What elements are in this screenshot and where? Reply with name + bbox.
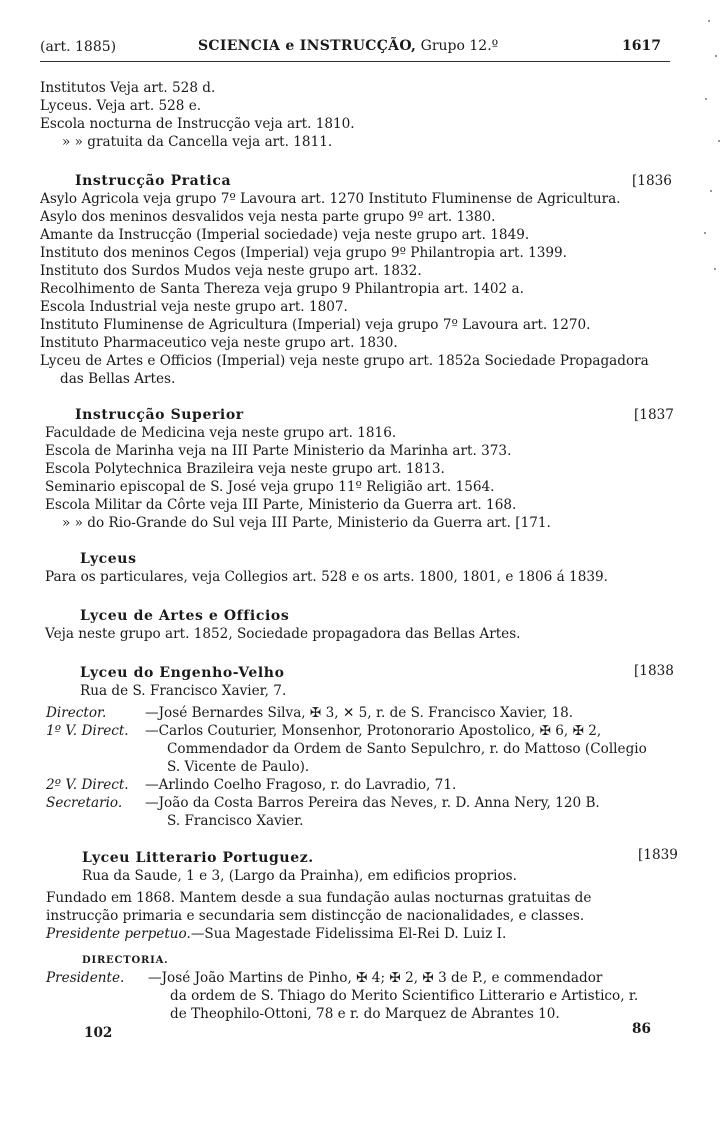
header-group: Grupo 12.º — [420, 38, 499, 54]
header-title-text: SCIENCIA e INSTRUCÇÃO, — [198, 38, 417, 54]
header-article-ref: (art. 1885) — [40, 39, 117, 55]
staff-role: Director. — [46, 705, 107, 721]
header-rule — [40, 61, 670, 62]
portuguez-para-line: instrucção primaria e secundaria sem distincção de nacionalidades, e classes. — [46, 908, 585, 924]
superior-line: Faculdade de Medicina veja neste grupo art. 1816. — [45, 425, 397, 441]
staff-role: 2º V. Direct. — [46, 777, 129, 793]
staff-role: Secretario. — [46, 795, 123, 811]
intro-line: Lyceus. Veja art. 528 e. — [40, 98, 202, 114]
section-ref-superior: [1837 — [634, 407, 674, 423]
section-title-portuguez: Lyceu Litterario Portuguez. — [82, 850, 314, 866]
presidente-perpetuo — [46, 925, 506, 943]
section-title-pratica: Instrucção Pratica — [75, 173, 232, 189]
lyceu-artes-line: Veja neste grupo art. 1852, Sociedade propagadora das Bellas Artes. — [45, 626, 521, 642]
staff-role: 1º V. Direct. — [46, 723, 129, 739]
superior-line: Escola Polytechnica Brazileira veja neste grupo art. 1813. — [45, 461, 445, 477]
pratica-line: Amante da Instrucção (Imperial sociedade) veja neste grupo art. 1849. — [40, 227, 530, 243]
pratica-line: Instituto Pharmaceutico veja neste grupo art. 1830. — [40, 335, 398, 351]
portuguez-para-line: Fundado em 1868. Mantem desde a sua fundação aulas nocturnas gratuitas de — [46, 890, 592, 906]
staff-text: —João da Costa Barros Pereira das Neves, r. D. Anna Nery, 120 B. — [145, 795, 600, 811]
section-title-lyceu-artes: Lyceu de Artes e Officios — [80, 608, 290, 624]
staff-text: S. Francisco Xavier. — [167, 813, 304, 829]
staff-text: da ordem de S. Thiago do Merito Scientifico Litterario e Artistico, r. — [170, 988, 639, 1004]
pratica-line: Instituto Fluminense de Agricultura (Imperial) veja grupo 7º Lavoura art. 1270. — [40, 317, 591, 333]
section-title-lyceus: Lyceus — [80, 551, 137, 567]
pratica-line: Escola Industrial veja neste grupo art. 1807. — [40, 299, 348, 315]
header-page-number: 1617 — [622, 38, 661, 54]
superior-line: Seminario episcopal de S. José veja grupo 11º Religião art. 1564. — [45, 479, 495, 495]
pratica-line: Asylo Agricola veja grupo 7º Lavoura art. 1270 Instituto Fluminense de Agricultura. — [40, 191, 621, 207]
superior-line: Escola de Marinha veja na III Parte Ministerio da Marinha art. 373. — [45, 443, 512, 459]
pratica-line: Asylo dos meninos desvalidos veja nesta parte grupo 9º art. 1380. — [40, 209, 496, 225]
intro-line: Institutos Veja art. 528 d. — [40, 80, 216, 96]
staff-role: Presidente. — [46, 970, 125, 986]
superior-line: Escola Militar da Côrte veja III Parte, Ministerio da Guerra art. 168. — [45, 497, 517, 513]
presidente-perpetuo-text: —Sua Magestade Fidelissima El-Rei D. Luiz I. — [190, 926, 507, 942]
footer-right-number: 86 — [632, 1021, 651, 1037]
section-title-superior: Instrucção Superior — [75, 407, 244, 423]
staff-text: S. Vicente de Paulo). — [167, 759, 310, 775]
section-title-engenho: Lyceu do Engenho-Velho — [80, 665, 285, 681]
scan-edge-noise — [700, 0, 725, 1122]
footer-left-number: 102 — [84, 1025, 113, 1041]
staff-text: —José João Martins de Pinho, ✠ 4; ✠ 2, ✠ 3 de P., e commendador — [148, 970, 603, 986]
staff-text: —José Bernardes Silva, ✠ 3, ✕ 5, r. de S. Francisco Xavier, 18. — [145, 705, 574, 721]
lyceus-line: Para os particulares, veja Collegios art. 528 e os arts. 1800, 1801, e 1806 á 1839. — [45, 569, 608, 585]
engenho-address: Rua de S. Francisco Xavier, 7. — [80, 683, 287, 699]
section-ref-engenho: [1838 — [634, 663, 674, 679]
staff-text: de Theophilo-Ottoni, 78 e r. do Marquez de Abrantes 10. — [170, 1006, 560, 1022]
pratica-line: Instituto dos Surdos Mudos veja neste grupo art. 1832. — [40, 263, 422, 279]
intro-line: Escola nocturna de Instrucção veja art. 1810. — [40, 116, 355, 132]
presidente-perpetuo-role: Presidente perpetuo. — [46, 926, 191, 942]
intro-line: » » gratuita da Cancella veja art. 1811. — [62, 134, 333, 150]
portuguez-address: Rua da Saude, 1 e 3, (Largo da Prainha), em edificios proprios. — [82, 868, 517, 884]
staff-text: Commendador da Ordem de Santo Sepulchro, r. do Mattoso (Collegio — [167, 741, 647, 757]
directoria-label: DIRECTORIA. — [82, 955, 169, 966]
pratica-line: Instituto dos meninos Cegos (Imperial) veja grupo 9º Philantropia art. 1399. — [40, 245, 568, 261]
header-title — [198, 37, 498, 55]
pratica-line: Lyceu de Artes e Officios (Imperial) veja neste grupo art. 1852a Sociedade Propagadora — [40, 353, 649, 369]
section-ref-pratica: [1836 — [632, 173, 672, 189]
staff-text: —Arlindo Coelho Fragoso, r. do Lavradio, 71. — [145, 777, 457, 793]
section-ref-portuguez: [1839 — [638, 847, 678, 863]
pratica-line: das Bellas Artes. — [60, 371, 176, 387]
superior-line: » » do Rio-Grande do Sul veja III Parte, Ministerio da Guerra art. [171. — [62, 515, 551, 531]
pratica-line: Recolhimento de Santa Thereza veja grupo 9 Philantropia art. 1402 a. — [40, 281, 524, 297]
staff-text: —Carlos Couturier, Monsenhor, Protonorario Apostolico, ✠ 6, ✠ 2, — [145, 723, 602, 739]
